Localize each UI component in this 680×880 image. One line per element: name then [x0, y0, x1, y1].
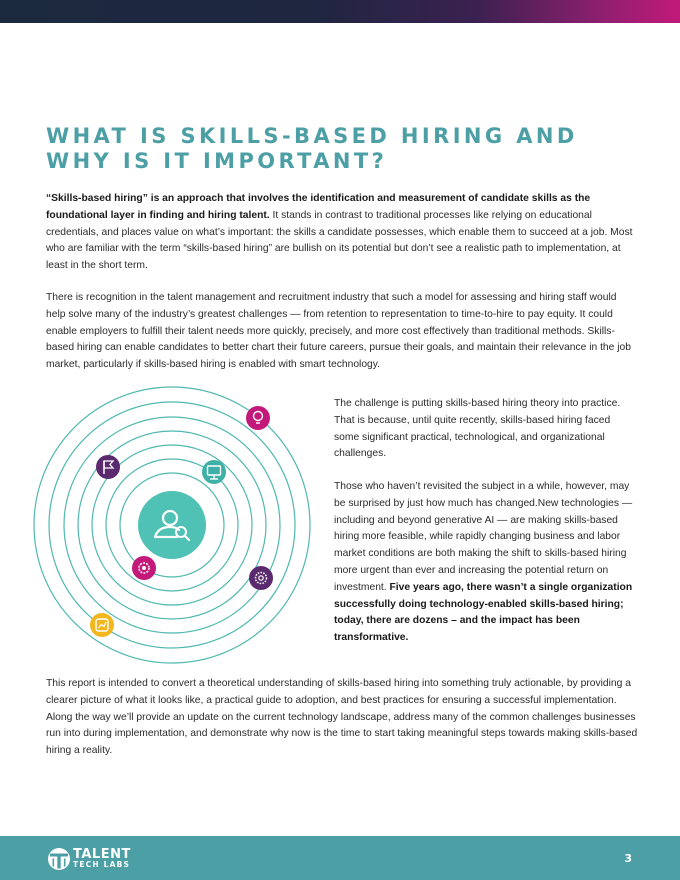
flag-icon	[96, 455, 120, 479]
chart-icon	[90, 613, 114, 637]
person-search-icon	[138, 491, 206, 559]
header-accent-bar	[0, 0, 680, 23]
page-title	[46, 124, 646, 174]
title-line-2: WHY IS IT IMPORTANT?	[46, 149, 388, 173]
page-number: 3	[624, 852, 632, 865]
logo-word-talent: TALENT	[73, 847, 131, 862]
talent-tech-labs-logo	[47, 847, 157, 871]
settings-chip-icon	[249, 566, 273, 590]
intro-bold-definition: “Skills-based hiring” is an approach that involves the identification and measurement of candidate skills as the foundational layer in finding and hiring talent.	[46, 193, 591, 221]
intro-text: It stands in contrast to traditional processes like relying on educational credentials, and places value on what’s important: the skills a candidate possesses, which enable them to succeed at a job. Most who are familiar with the term “skills-based hiring” are bullish on its potential but don’t see a realistic path to implementation, at least in the short term.	[46, 209, 633, 272]
column-paragraph-2-text: Those who haven’t revisited the subject in a while, however, may be surprised by just how much has changed.New technologies — including and beyond generative AI — are making skills-based hiring more feasible, while rapidly changing business and labor market conditions are both making the shift to skills-based hiring more urgent than ever and increasing the potential return on investment.	[334, 481, 633, 593]
concentric-circles-illustration	[30, 383, 315, 668]
footer-bar	[0, 836, 680, 880]
logo-word-tech-labs: TECH LABS	[73, 860, 131, 869]
column-paragraph-1: The challenge is putting skills-based hiring theory into practice. That is because, until quite recently, skills-based hiring faced some significant practical, technological, and organizational challenges.	[334, 398, 621, 460]
column-paragraph-2-bold: Five years ago, there wasn’t a single organization successfully doing technology-enabled skills-based hiring; today, there are dozens – and the impact has been transformative.	[334, 581, 633, 644]
column-paragraph-2	[334, 479, 638, 647]
body-paragraph-2: There is recognition in the talent management and recruitment industry that such a model for assessing and hiring staff would help solve many of the industry’s greatest challenges — from retention to representation to time-to-hire to pay equity. It could enable employers to fulfill their talent needs more quickly, precisely, and more cost effectively than traditional methods. Skills-based hiring can enable candidates to better chart their future careers, pursue their goals, and maintain their relevance in the job market, particularly if skills-based hiring is enabled with smart technology.	[46, 292, 631, 371]
intro-paragraph	[46, 191, 638, 275]
monitor-icon	[202, 460, 226, 484]
final-paragraph: This report is intended to convert a theoretical understanding of skills-based hiring into something truly actionable, by providing a clearer picture of what it looks like, a practical guide to adoption, and best practices for ensuring a successful implementation. Along the way we’ll provide an update on the current technology landscape, address many of the common challenges businesses run into during implementation, and demonstrate why now is the time to start taking meaningful steps towards making skills-based hiring a reality.	[46, 678, 638, 757]
gear-icon	[132, 556, 156, 580]
lightbulb-icon	[246, 406, 270, 430]
title-line-1: WHAT IS SKILLS-BASED HIRING AND	[46, 124, 578, 148]
logo-mark-icon	[47, 847, 71, 871]
